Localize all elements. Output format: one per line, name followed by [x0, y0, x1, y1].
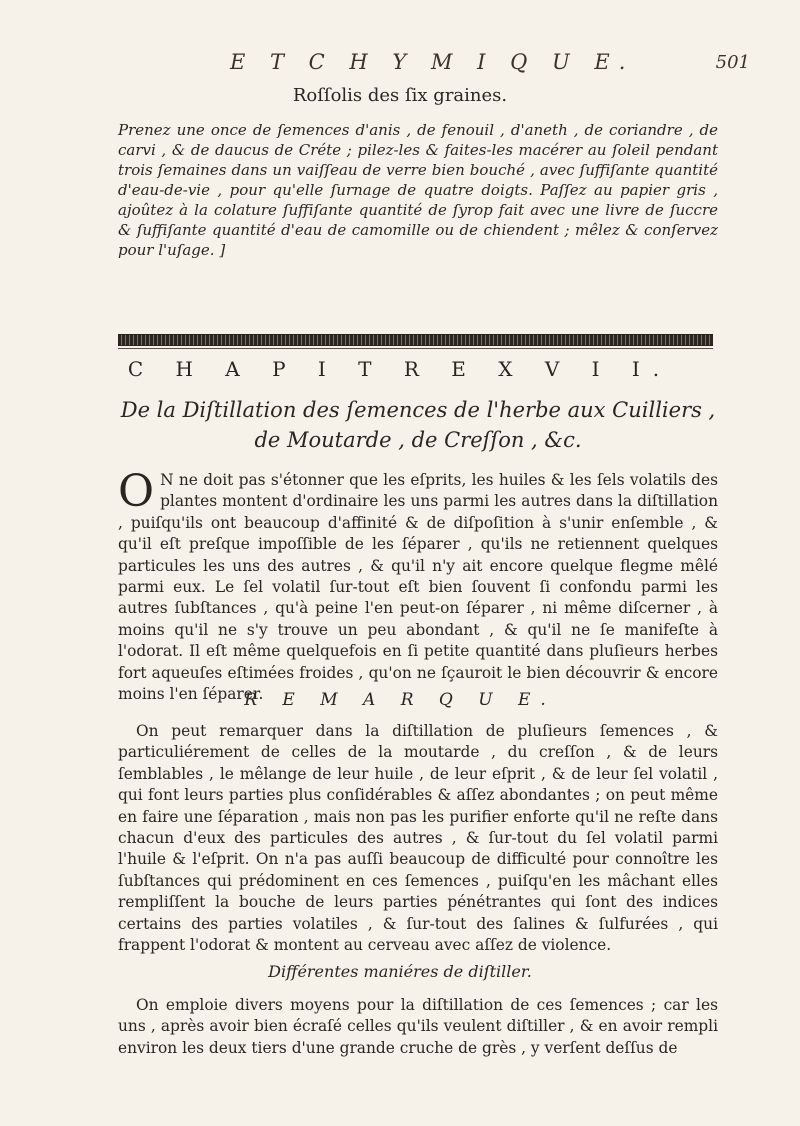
- main-paragraph-text: N ne doit pas s'étonner que les eſprits, les huiles & les ſels volatils des plantes montent d'ordinaire les uns parmi les autres dans la diſtillation , puiſqu'ils ont beaucoup d'affinité & de diſpoſition à s'unir enſemble , & qu'il eſt preſque impoſſible de les ſéparer , qu'ils ne retiennent quelques particules les uns des autres , & qu'il n'y ait encore quelque flegme mêlé parmi eux. Le ſel volatil ſur-tout eſt bien ſouvent ſi confondu parmi les autres ſubſtances , qu'à peine l'en peut-on ſéparer , ni même diſcerner , à moins qu'il ne s'y trouve un peu abondant , & qu'il ne ſe manifeſte à l'odorat. Il eſt même quelquefois en ſi petite quantité dans pluſieurs herbes fort aqueuſes eſtimées froides , qu'on ne ſçauroit le bien découvrir & encore moins l'en ſéparer.: [118, 471, 718, 704]
- remarque-heading: R E M A R Q U E.: [244, 690, 556, 710]
- running-title: E T C H Y M I Q U E.: [230, 50, 635, 74]
- chapter-title: De la Diſtillation des ſemences de l'herbe aux Cuilliers , de Moutarde , de Creſſon , &c.: [120, 398, 716, 452]
- remarque-paragraph: On peut remarquer dans la diſtillation de pluſieurs ſemences , & particuliérement de celles de la moutarde , du creſſon , & de leurs ſemblables , le mêlange de leur huile , de leur eſprit , & de leur ſel volatil , qui font leurs parties plus conſidérables & aſſez abondantes ; on peut même en faire une ſéparation , mais non pas les purifier enforte qu'il ne reſte dans chacun d'eux des particules des autres , & ſur-tout du ſel volatil parmi l'huile & l'eſprit. On n'a pas auſſi beaucoup de difficulté pour connoître les ſubſtances qui prédominent en ces ſemences , puiſqu'en les mâchant elles rempliſſent la bouche de leurs parties pénétrantes qui ſont des indices certains des parties volatiles , & ſur-tout des ſalines & ſulfurées , qui frappent l'odorat & montent au cerveau avec aſſez de violence.: [118, 722, 718, 955]
- main-text-block: [118, 466, 718, 705]
- recipe-text-block: [118, 120, 718, 260]
- drop-cap: O: [118, 466, 155, 517]
- recipe-title: Roſſolis des ſix graines.: [292, 85, 508, 106]
- recipe-paragraph: Prenez une once de ſemences d'anis , de fenouil , d'aneth , de coriandre , de carvi , & de daucus de Créte ; pilez-les & faites-les macérer au ſoleil pendant trois ſemaines dans un vaiſſeau de verre bien bouché , avec ſuffiſante quantité d'eau-de-vie , pour qu'elle ſurnage de quatre doigts. Paſſez au papier gris , ajoûtez à la colature ſuffiſante quantité de ſyrop fait avec une livre de ſuccre & ſuffiſante quantité d'eau de camomille ou de chiendent ; mêlez & conſervez pour l'uſage. ]: [118, 121, 718, 259]
- methods-text-block: [118, 995, 718, 1059]
- chapter-heading: C H A P I T R E X V I I.: [127, 357, 673, 381]
- page-header: [160, 50, 760, 90]
- main-paragraph: [118, 466, 718, 705]
- decorative-underline: [118, 348, 713, 349]
- decorative-rule: [118, 334, 713, 346]
- remarque-text-block: [118, 721, 718, 956]
- page-number: 501: [715, 52, 750, 73]
- methods-heading: Différentes maniéres de diſtiller.: [268, 962, 532, 981]
- methods-paragraph: On emploie divers moyens pour la diſtillation de ces ſemences ; car les uns , après avoir bien écraſé celles qu'ils veulent diſtiller , & en avoir rempli environ les deux tiers d'une grande cruche de grès , y verſent deſſus de: [118, 996, 718, 1057]
